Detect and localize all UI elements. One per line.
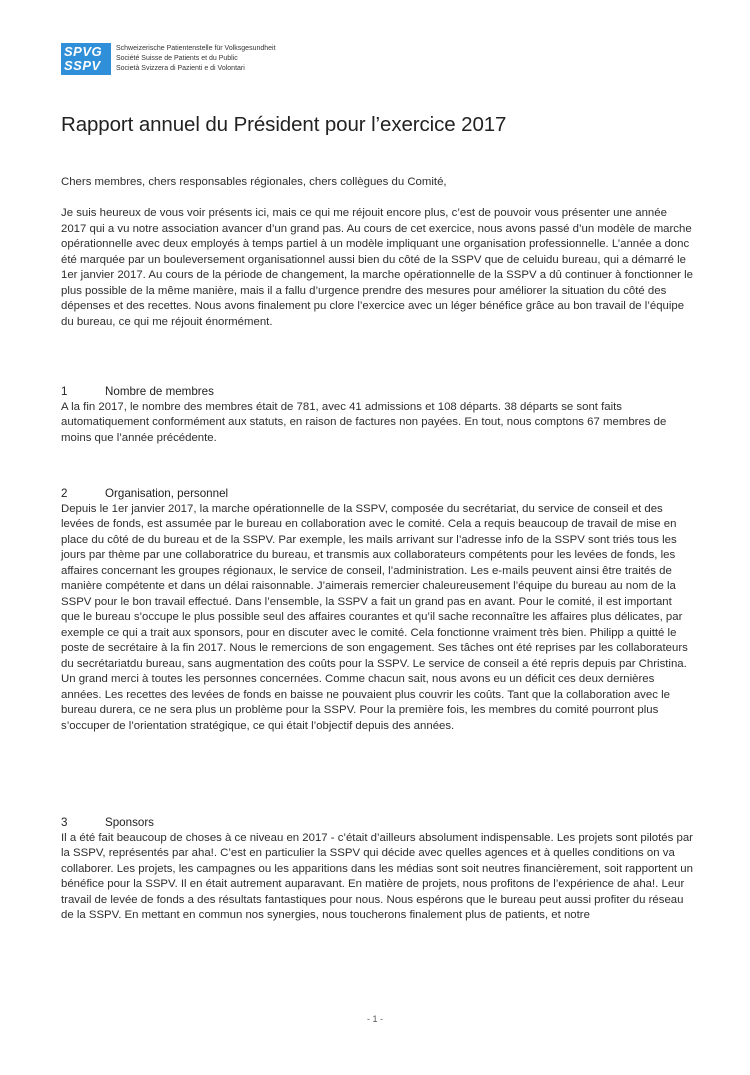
section-heading	[61, 486, 693, 502]
section-number: 2	[61, 487, 68, 500]
organization-logo	[61, 43, 276, 75]
salutation: Chers membres, chers responsables régionales, chers collègues du Comité,	[61, 176, 447, 188]
section-paragraph: Depuis le 1er janvier 2017, la marche opérationnelle de la SSPV, composée du secrétariat, du service de conseil et des levées de fonds, est assumée par le bureau en collaboration avec le comité. Cela a requis beaucoup de travail de mise en place du côté de du bureau et de la SSPV. Par exemple, les mails arrivant sur l’adresse info de la SSPV sont triés tous les jours par thème par une collaboratrice du bureau, et transmis aux collaborateurs compétents pour les levées de fonds, les affaires concernant les groupes régionaux, le service de conseil, l’administration. Les e-mails peuvent ainsi être traités de manière compétente et dans un délai raisonnable. J’aimerais remercier chaleureusement l’équipe du bureau au nom de la SSPV pour le bon travail effectué. Dans l’ensemble, la SSPV a fait un grand pas en avant. Pour le comité, il est important que le bureau s’occupe le plus possible seul des affaires courantes et qu’il sache reconnaître les affaires plus délicates, par exemple ce qui a trait aux sponsors, pour en discuter avec le comité. Cela fonctionne vraiment très bien. Philipp a quitté le poste de secrétaire à la fin 2017. Nous le remercions de son engagement. Ses tâches ont été reprises par les collaborateurs du secrétariatdu bureau, sans augmentation des coûts pour la SSPV. Le service de conseil a été repris depuis par Christina. Un grand merci à toutes les personnes concernées. Comme chacun sait, nous avons eu un déficit ces deux dernières années. Les recettes des levées de fonds en baisse ne pouvaient plus couvrir les coûts. Tant que la collaboration avec le bureau durera, ce ne sera plus un problème pour la SSPV. Pour la première fois, les membres du comité pourront plus s’occuper de l’orientation stratégique, ce qui était l’objectif depuis des années.	[61, 502, 688, 732]
logo-line-it: Società Svizzera di Pazienti e di Volontari	[116, 65, 245, 72]
section-3	[61, 815, 693, 924]
section-number: 1	[61, 385, 68, 398]
section-heading	[61, 384, 693, 400]
section-number: 3	[61, 816, 68, 829]
salutation-block	[61, 175, 693, 191]
section-heading	[61, 815, 693, 831]
section-title: Sponsors	[105, 816, 154, 829]
intro-block	[61, 206, 693, 330]
document-title: Rapport annuel du Président pour l’exercice 2017	[61, 113, 507, 136]
intro-paragraph: Je suis heureux de vous voir présents ici, mais ce qui me réjouit encore plus, c’est de pouvoir vous présenter une année 2017 qui a vu notre association avancer d’un grand pas. Au cours de cet exercice, nous avons passé d’un modèle de marche opérationnelle avec deux employés à temps partiel à un modèle impliquant une organisation professionnelle. L’année a donc été marquée par un bouleversement organisationnel aussi bien du côté de la SSPV que de celuidu bureau, qui a démarré le 1er janvier 2017. Au cours de la période de changement, la marche opérationnelle de la SSPV a dû continuer à fonctionner le plus possible de la même manière, mais il a fallu d’urgence prendre des mesures pour améliorer la situation du côté des dépenses et des recettes. Nous avons finalement pu clore l’exercice avec un léger bénéfice grâce au bon travail de l’équipe du bureau, ce qui me réjouit énormément.	[61, 207, 693, 328]
logo-text	[116, 44, 276, 74]
logo-line-de: Schweizerische Patientenstelle für Volksgesundheit	[116, 45, 276, 52]
section-title: Organisation, personnel	[105, 487, 229, 500]
logo-mark-line2: SSPV	[64, 58, 101, 73]
section-paragraph: Il a été fait beaucoup de choses à ce niveau en 2017 - c’était d’ailleurs absolument indispensable. Les projets sont pilotés par la SSPV, représentés par aha!. C’est en particulier la SSPV qui décide avec quelles agences et à quelles conditions on va collaborer. Les projets, les campagnes ou les apparitions dans les médias sont soit neutres financièrement, soit rapportent un bénéfice pour la SSPV. Il en était autrement auparavant. En matière de projets, nous profitons de l’expérience de aha!. Leur travail de levée de fonds a des résultats fantastiques pour nous. Nous espérons que le bureau peut aussi profiter du réseau de la SSPV. En mettant en commun nos synergies, nous toucherons finalement plus de patients, et notre	[61, 831, 693, 921]
section-1	[61, 384, 693, 446]
section-title: Nombre de membres	[105, 385, 214, 398]
section-paragraph: A la fin 2017, le nombre des membres était de 781, avec 41 admissions et 108 départs. 38 départs se sont faits automatiquement conformément aux statuts, en raison de factures non payées. En tout, nous comptons 67 membres de moins que l’année précédente.	[61, 400, 667, 444]
section-2	[61, 486, 693, 734]
logo-mark-line1: SPVG	[64, 44, 103, 59]
logo-mark	[61, 43, 111, 75]
page-number: - 1 -	[366, 1014, 383, 1024]
logo-line-fr: Société Suisse de Patients et du Public	[116, 55, 238, 62]
